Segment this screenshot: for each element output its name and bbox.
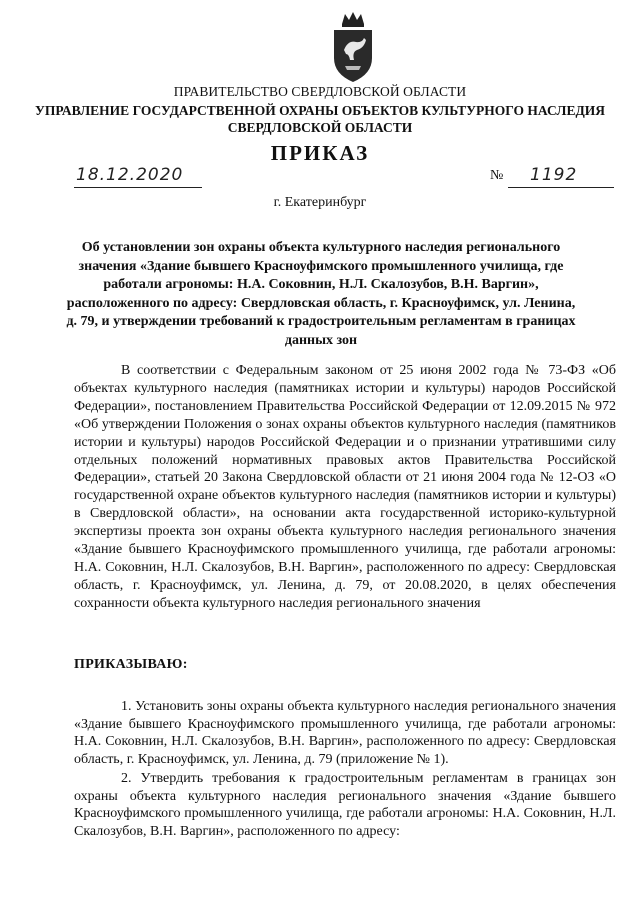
order-items [74,698,616,841]
government-name: ПРАВИТЕЛЬСТВО СВЕРДЛОВСКОЙ ОБЛАСТИ [173,84,467,99]
date-value: 18.12.2020 [76,165,184,185]
number-field [508,165,614,188]
date-field [74,165,202,188]
order-word: ПРИКАЗЫВАЮ: [74,657,188,672]
city: г. Екатеринбург [273,195,367,210]
order-subject: Об установлении зон охраны объекта культурного наследия регионального значения «Здание бывшего Красноуфимского промышленного училища, где работали агрономы: Н.А. Соковнин, Н.Л. Скалозубов, В.Н. Варгин», расположенного по адресу: Свердловская область, г. Красноуфимск, ул. Ленина, д. 79, и утверждении требований к градостроительным регламентам в границах данных зон [66,240,576,348]
order-item-2: 2. Утвердить требования к градостроительным регламентам в границах зон охраны объекта культурного наследия регионального значения «Здание бывшего Красноуфимского промышленного училища, где работали агрономы: Н.А. Соковнин, Н.Л. Скалозубов, В.Н. Варгин», расположенного по адресу: [74,770,616,839]
sverdlovsk-coat-of-arms-icon [330,10,376,84]
number-label: № [490,168,504,183]
number-value: 1192 [530,165,578,185]
document-type-title: ПРИКАЗ [270,141,370,165]
department-line-2: СВЕРДЛОВСКОЙ ОБЛАСТИ [227,120,413,135]
order-item-1: 1. Установить зоны охраны объекта культурного наследия регионального значения «Здание бывшего Красноуфимского промышленного училища, где работали агрономы: Н.А. Соковнин, Н.Л. Скалозубов, В.Н. Варгин», расположенного по адресу: Свердловская область, г. Красноуфимск, ул. Ленина, д. 79 (приложение № 1). [74,699,616,768]
department-line-1: УПРАВЛЕНИЕ ГОСУДАРСТВЕННОЙ ОХРАНЫ ОБЪЕКТОВ КУЛЬТУРНОГО НАСЛЕДИЯ [34,103,606,118]
preamble-paragraph: В соответствии с Федеральным законом от 25 июня 2002 года № 73-ФЗ «Об объектах культурного наследия (памятниках истории и культуры) народов Российской Федерации», постановлением Правительства Российской Федерации от 12.09.2015 № 972 «Об утверждении Положения о зонах охраны объектов культурного наследия (памятников истории и культуры) народов Российской Федерации и о признании утратившими силу отдельных положений нормативных правовых актов Правительства Российской Федерации», статьей 20 Закона Свердловской области от 21 июня 2004 года № 12-ОЗ «О государственной охране объектов культурного наследия (памятников истории и культуры) в Свердловской области», на основании акта государственной историко-культурной экспертизы проекта зон охраны объекта культурного наследия регионального значения «Здание бывшего Красноуфимского промышленного училища, где работали агрономы: Н.А. Соковнин, Н.Л. Скалозубов, В.Н. Варгин», расположенного по адресу: Свердловская область, г. Красноуфимск, ул. Ленина, д. 79, от 20.08.2020, в целях обеспечения сохранности объекта культурного наследия регионального значения [74,363,616,611]
department-name [0,102,640,136]
